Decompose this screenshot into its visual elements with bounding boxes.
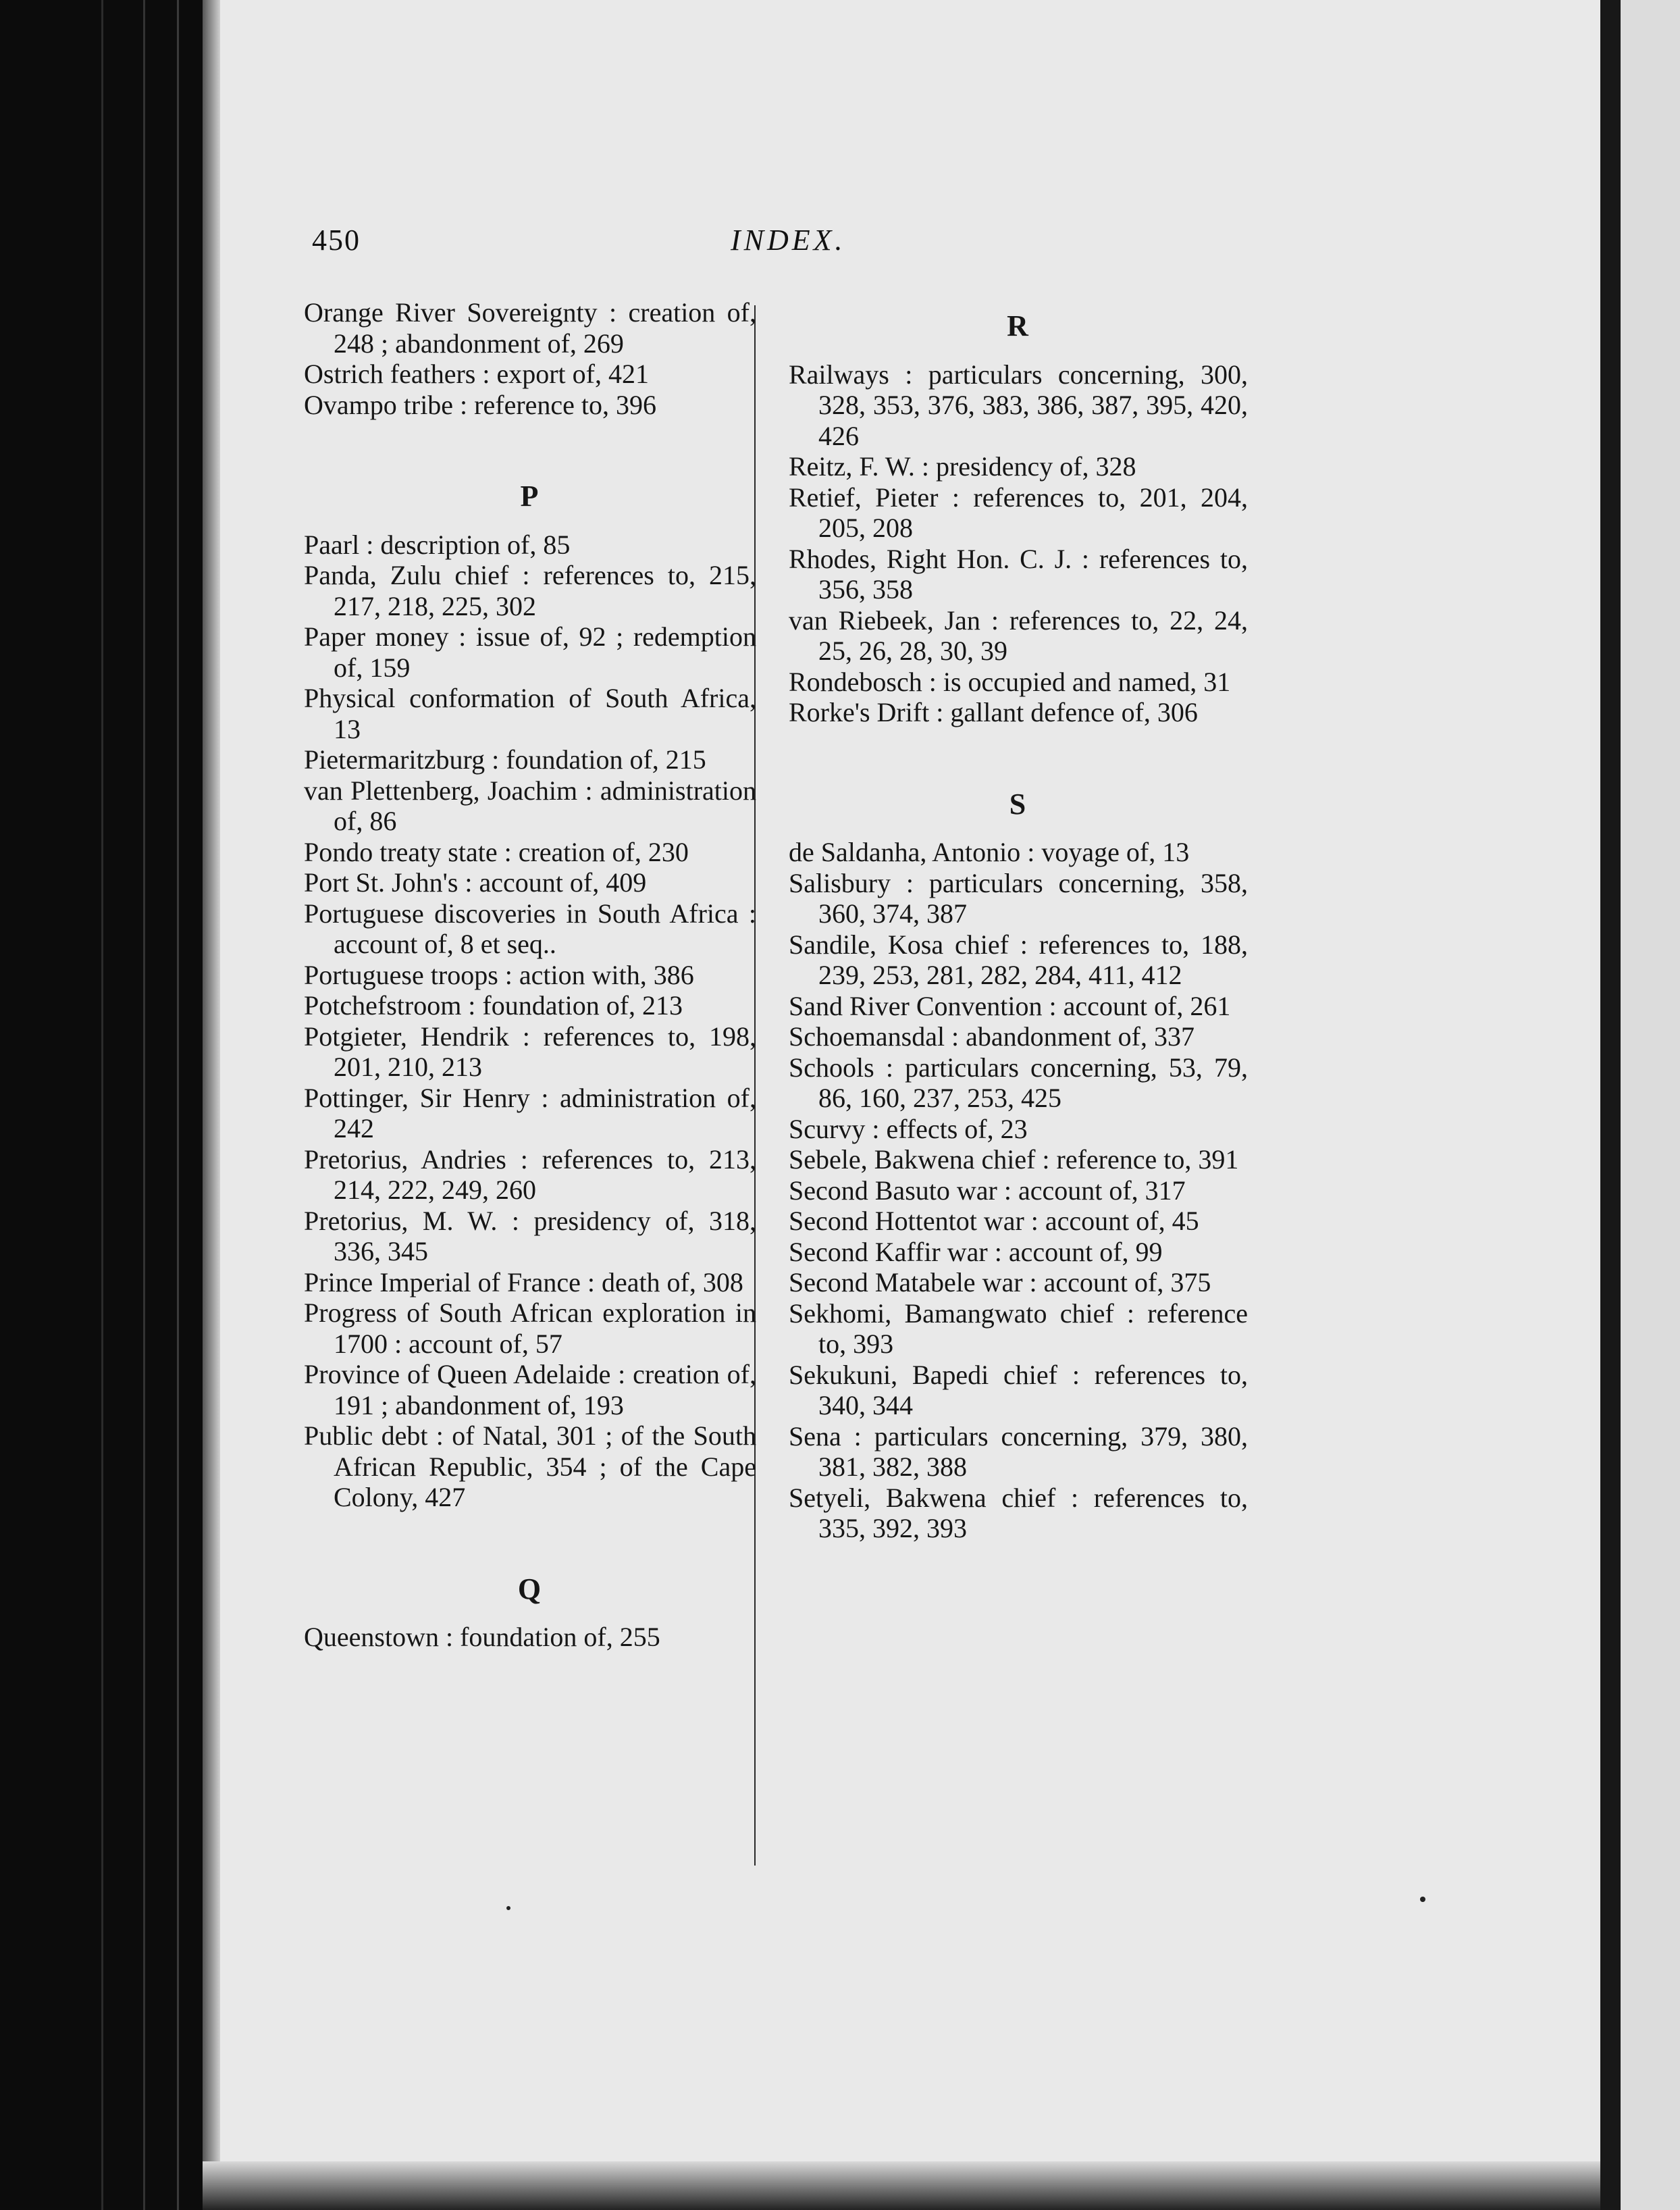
entry-locators: references to, 188, 239, 253, 281, 282, 284, 411, 412 <box>818 929 1248 990</box>
entry-locators: references to, 22, 24, 25, 26, 28, 30, 39 <box>818 605 1248 666</box>
entry-locators: creation of, 248 ; abandonment of, 269 <box>334 297 757 359</box>
spine-line <box>101 0 103 2210</box>
entry-headword: van Riebeek, Jan : <box>789 605 999 636</box>
index-entry <box>789 837 1248 868</box>
index-entry <box>304 960 756 991</box>
entry-headword: Pretorius, M. W. : <box>304 1205 519 1236</box>
entry-headword: van Plettenberg, Joachim : <box>304 775 593 806</box>
index-entry <box>789 359 1248 452</box>
entry-locators: account of, 8 et seq.. <box>334 929 556 959</box>
entry-headword: Salisbury : <box>789 867 914 898</box>
entry-headword: Sekukuni, Bapedi chief : <box>789 1359 1080 1390</box>
entry-locators: account of, 409 <box>479 867 647 898</box>
entry-headword: Portuguese discoveries in South Africa : <box>304 898 756 929</box>
index-entry <box>789 868 1248 929</box>
entry-headword: Sandile, Kosa chief : <box>789 929 1028 960</box>
index-entry <box>304 744 756 775</box>
index-column-left <box>304 297 756 1653</box>
gutter-shadow <box>203 0 220 2210</box>
index-entry <box>789 1298 1248 1360</box>
entry-headword: Second Basuto war : <box>789 1175 1012 1206</box>
entry-headword: Public debt : <box>304 1420 444 1451</box>
index-entry <box>304 1420 756 1513</box>
index-entry <box>304 1622 756 1653</box>
entry-locators: effects of, 23 <box>886 1113 1028 1144</box>
index-entry <box>789 929 1248 991</box>
running-head: INDEX. <box>731 224 846 257</box>
index-entry <box>789 1021 1248 1052</box>
entry-headword: Pondo treaty state : <box>304 836 512 867</box>
entry-locators: creation of, 191 ; abandonment of, 193 <box>334 1359 757 1420</box>
entry-locators: reference to, 396 <box>474 389 657 420</box>
index-column-right <box>789 297 1248 1544</box>
section-letter: R <box>1007 309 1030 342</box>
entry-locators: foundation of, 213 <box>482 990 683 1021</box>
entry-headword: Pietermaritzburg : <box>304 744 500 775</box>
entry-locators: 13 <box>334 713 361 744</box>
entry-locators: references to, 215, 217, 218, 225, 302 <box>334 560 756 621</box>
entry-headword: Panda, Zulu chief : <box>304 560 530 590</box>
index-entry <box>789 1144 1248 1175</box>
index-entry <box>304 990 756 1021</box>
index-entry <box>789 451 1248 482</box>
entry-headword: Setyeli, Bakwena chief : <box>789 1482 1079 1513</box>
entry-headword: Reitz, F. W. : <box>789 451 929 482</box>
index-entry <box>789 544 1248 605</box>
index-entry <box>789 1421 1248 1483</box>
entry-locators: foundation of, 255 <box>460 1622 660 1652</box>
index-entry <box>304 1083 756 1144</box>
entry-headword: Scurvy : <box>789 1113 880 1144</box>
entry-locators: foundation of, 215 <box>506 744 706 775</box>
index-entry <box>789 697 1248 728</box>
entry-locators: references to, 198, 201, 210, 213 <box>334 1021 757 1082</box>
section-letter: S <box>1009 787 1028 821</box>
entry-locators: issue of, 92 ; redemption of, 159 <box>334 621 756 683</box>
index-entry <box>789 1175 1248 1206</box>
index-entry <box>789 667 1248 698</box>
entry-headword: Prince Imperial of France : <box>304 1266 595 1297</box>
entry-locators: account of, 261 <box>1063 990 1231 1021</box>
entry-locators: references to, 213, 214, 222, 249, 260 <box>334 1143 756 1205</box>
entry-headword: Ovampo tribe : <box>304 389 468 420</box>
entry-headword: Second Hottentot war : <box>789 1206 1039 1236</box>
entry-locators: references to, 356, 358 <box>818 543 1248 605</box>
index-entry <box>304 837 756 868</box>
entry-headword: Queenstown : <box>304 1622 454 1652</box>
entry-locators: account of, 99 <box>1008 1236 1163 1267</box>
entry-locators: export of, 421 <box>496 359 649 389</box>
entry-headword: Portuguese troops : <box>304 959 513 990</box>
entry-headword: Potgieter, Hendrik : <box>304 1021 530 1052</box>
entry-locators: particulars concerning, 379, 380, 381, 382, 388 <box>818 1420 1248 1482</box>
index-entry <box>304 1144 756 1206</box>
entry-locators: references to, 201, 204, 205, 208 <box>818 482 1248 543</box>
entry-headword: Paarl : <box>304 529 374 560</box>
entry-locators: particulars concerning, 53, 79, 86, 160, 237, 253, 425 <box>818 1052 1248 1113</box>
index-entry <box>304 1021 756 1083</box>
entry-headword: Progress of South African exploration in 1700 : <box>304 1297 756 1359</box>
entry-locators: gallant defence of, 306 <box>950 697 1198 727</box>
speck <box>506 1906 510 1910</box>
entry-locators: action with, 386 <box>519 959 694 990</box>
entry-headword: Railways : <box>789 359 913 390</box>
index-entry <box>304 297 756 359</box>
entry-headword: Sena : <box>789 1420 862 1451</box>
entry-locators: presidency of, 328 <box>935 451 1136 482</box>
index-entry <box>304 390 756 421</box>
index-entry <box>304 1206 756 1267</box>
entry-headword: Province of Queen Adelaide : <box>304 1359 626 1389</box>
entry-headword: Rorke's Drift : <box>789 697 944 727</box>
index-entry <box>789 1483 1248 1544</box>
index-entry <box>304 560 756 621</box>
entry-headword: Orange River Sovereignty : <box>304 297 617 328</box>
entry-locators: references to, 335, 392, 393 <box>818 1482 1248 1543</box>
entry-headword: Pottinger, Sir Henry : <box>304 1082 549 1113</box>
index-entry <box>304 898 756 960</box>
index-entry <box>789 482 1248 544</box>
speck <box>1420 1897 1425 1902</box>
entry-headword: Paper money : <box>304 621 467 652</box>
entry-locators: administration of, 86 <box>334 775 756 836</box>
entry-locators: administration of, 242 <box>334 1082 756 1143</box>
entry-headword: Rhodes, Right Hon. C. J. : <box>789 543 1090 574</box>
entry-locators: abandonment of, 337 <box>966 1021 1195 1052</box>
entry-locators: account of, 375 <box>1043 1267 1211 1297</box>
spine-line <box>177 0 179 2210</box>
index-entry <box>789 1360 1248 1421</box>
index-entry <box>789 1206 1248 1237</box>
entry-headword: Sebele, Bakwena chief : <box>789 1144 1050 1175</box>
entry-headword: de Saldanha, Antonio : <box>789 837 1035 867</box>
entry-headword: Schoemansdal : <box>789 1021 960 1052</box>
entry-locators: account of, 57 <box>409 1328 562 1359</box>
index-entry <box>789 1267 1248 1298</box>
entry-locators: particulars concerning, 300, 328, 353, 376, 383, 386, 387, 395, 420, 426 <box>818 359 1248 451</box>
entry-locators: reference to, 391 <box>1056 1144 1239 1175</box>
entry-headword: Second Matabele war : <box>789 1267 1037 1297</box>
entry-locators: description of, 85 <box>380 529 571 560</box>
index-entry <box>789 991 1248 1022</box>
entry-locators: account of, 317 <box>1018 1175 1186 1206</box>
entry-locators: particulars concerning, 358, 360, 374, 387 <box>818 867 1248 929</box>
entry-locators: is occupied and named, 31 <box>943 666 1231 697</box>
index-entry <box>789 1237 1248 1268</box>
entry-locators: creation of, 230 <box>518 836 689 867</box>
entry-headword: Potchefstroom : <box>304 990 476 1021</box>
entry-headword: Sand River Convention : <box>789 990 1057 1021</box>
entry-locators: reference to, 393 <box>818 1297 1248 1359</box>
index-entry <box>304 359 756 390</box>
section-letter: Q <box>517 1572 543 1605</box>
page-number: 450 <box>312 224 361 257</box>
entry-locators: references to, 340, 344 <box>818 1359 1248 1420</box>
entry-locators: voyage of, 13 <box>1041 837 1190 867</box>
entry-headword: Schools : <box>789 1052 893 1083</box>
index-entry <box>789 605 1248 667</box>
index-entry <box>789 1114 1248 1145</box>
index-entry <box>304 683 756 744</box>
entry-locators: of Natal, 301 ; of the South African Republic, 354 ; of the Cape Colony, 427 <box>334 1420 756 1512</box>
entry-headword: Port St. John's : <box>304 867 473 898</box>
entry-headword: Physical conformation of South Africa, <box>304 683 756 713</box>
entry-locators: death of, 308 <box>601 1266 743 1297</box>
spine-line <box>143 0 145 2210</box>
adjacent-page-edge <box>1621 0 1680 2210</box>
index-entry <box>304 1297 756 1359</box>
index-entry <box>304 530 756 561</box>
entry-locators: presidency of, 318, 336, 345 <box>334 1205 756 1266</box>
entry-headword: Second Kaffir war : <box>789 1236 1002 1267</box>
section-letter: P <box>520 480 540 513</box>
page-header <box>0 223 1680 277</box>
index-entry <box>304 775 756 837</box>
entry-headword: Pretorius, Andries : <box>304 1143 528 1175</box>
index-entry <box>304 1267 756 1298</box>
index-entry <box>304 1359 756 1420</box>
entry-headword: Retief, Pieter : <box>789 482 960 513</box>
index-entry <box>304 867 756 898</box>
entry-headword: Ostrich feathers : <box>304 359 490 389</box>
entry-headword: Rondebosch : <box>789 666 937 697</box>
entry-locators: account of, 45 <box>1045 1206 1199 1236</box>
entry-headword: Sekhomi, Bamangwato chief : <box>789 1297 1135 1329</box>
index-entry <box>304 621 756 683</box>
index-entry <box>789 1052 1248 1114</box>
page-bottom-shadow <box>203 2161 1600 2210</box>
book-edge <box>1600 0 1621 2210</box>
